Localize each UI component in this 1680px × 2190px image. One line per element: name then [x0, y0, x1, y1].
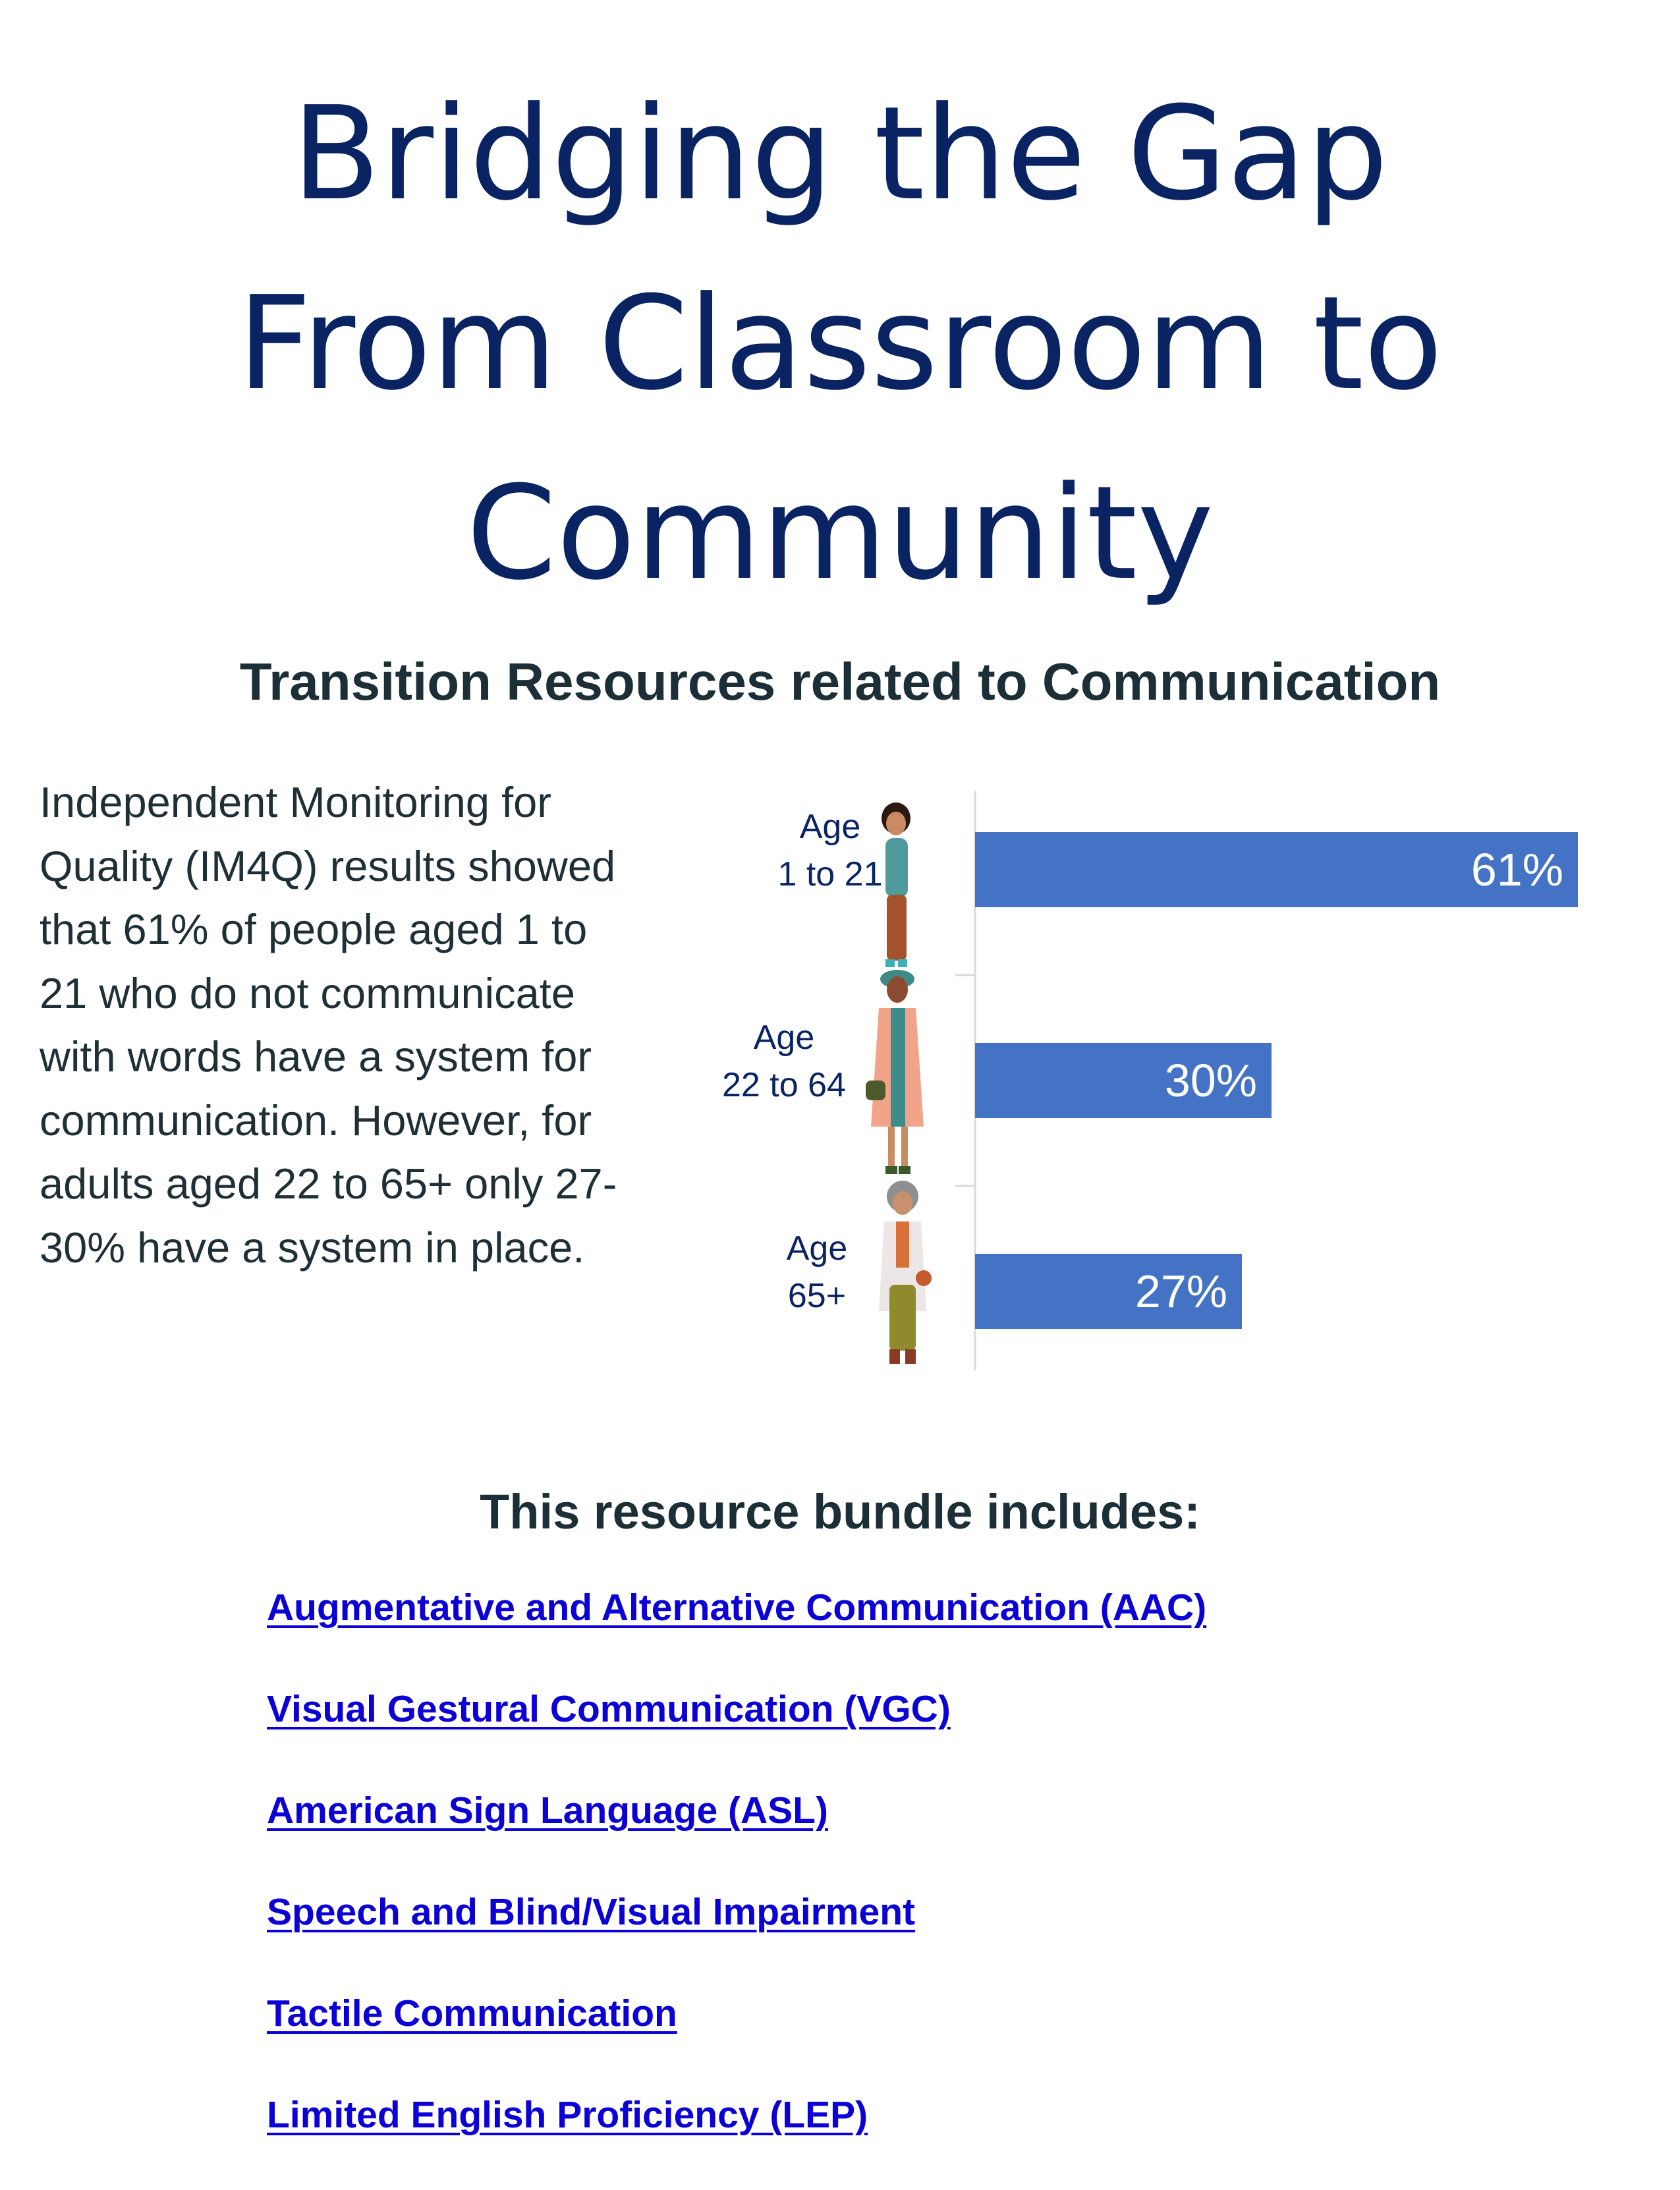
bar-data-label-3: 27% — [1134, 1266, 1227, 1317]
list-item — [267, 1683, 1206, 1784]
link-tactile[interactable]: Tactile Communication — [267, 1992, 677, 2035]
person-senior-icon — [879, 1181, 932, 1364]
category-label-3 — [787, 1229, 848, 1315]
category-label-line: Age — [753, 1019, 815, 1057]
category-label-line: 65+ — [787, 1277, 847, 1315]
link-vgc[interactable]: Visual Gestural Communication (VGC) — [267, 1688, 951, 1730]
category-label-line: Age — [786, 1229, 848, 1268]
title-line-3: Community — [466, 459, 1214, 609]
resource-link-list — [267, 1581, 1206, 2190]
bundle-heading: This resource bundle includes: — [480, 1484, 1200, 1539]
category-label-2 — [722, 1019, 846, 1104]
page-subtitle: Transition Resources related to Communication — [239, 652, 1441, 711]
list-item — [267, 1784, 1206, 1886]
category-label-1 — [777, 808, 882, 893]
link-speech-blind[interactable]: Speech and Blind/Visual Impairment — [267, 1891, 916, 1933]
person-child-icon — [882, 802, 910, 967]
category-label-line: Age — [799, 808, 861, 846]
person-adult-icon — [866, 970, 924, 1174]
title-line-1: Bridging the Gap — [291, 79, 1389, 229]
bar-data-label-2: 30% — [1164, 1055, 1257, 1106]
list-item — [267, 2089, 1206, 2190]
list-item — [267, 1987, 1206, 2089]
list-item — [267, 1886, 1206, 1987]
category-label-line: 1 to 21 — [777, 855, 883, 893]
title-line-2: From Classroom to — [237, 269, 1443, 419]
category-label-line: 22 to 64 — [722, 1066, 846, 1104]
link-asl[interactable]: American Sign Language (ASL) — [267, 1789, 828, 1832]
page-title — [0, 59, 1680, 629]
link-aac[interactable]: Augmentative and Alternative Communication (AAC) — [267, 1586, 1207, 1629]
age-communication-bar-chart — [692, 777, 1614, 1397]
intro-paragraph: Independent Monitoring for Quality (IM4Q) results showed that 61% of people aged 1 to 21 who do not communicate with words have a system for communication. However, for adults aged 22 to 65+ only 27-30% have a system in place. — [40, 778, 617, 1272]
link-lep[interactable]: Limited English Proficiency (LEP) — [267, 2094, 868, 2136]
list-item — [267, 1581, 1206, 1683]
bar-data-label-1: 61% — [1470, 844, 1563, 895]
